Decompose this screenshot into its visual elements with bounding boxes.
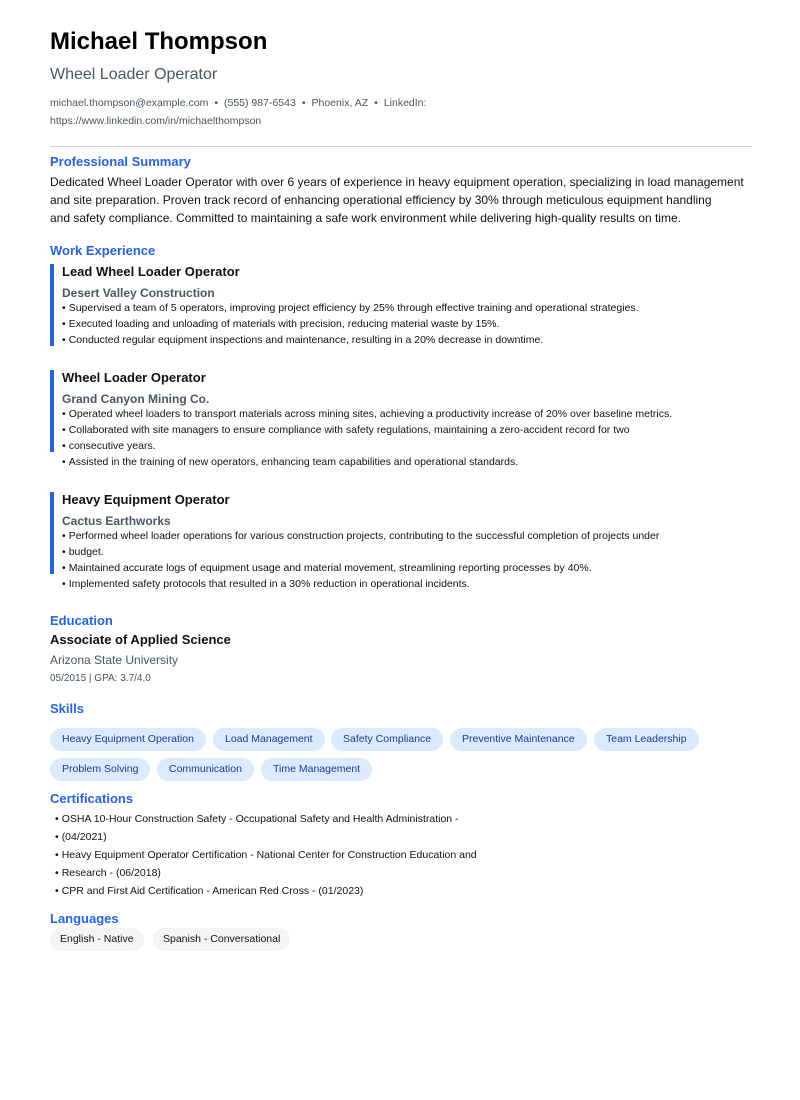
contact-separator: • [374,97,378,109]
skill-chip: Safety Compliance [331,728,443,751]
job-bullet: • Executed loading and unloading of materials with precision, reducing material waste by 15%. [62,316,752,332]
contact-separator: • [301,97,306,109]
section-heading-summary: Professional Summary [50,154,191,169]
contact-info [50,94,470,130]
certification-item: • Heavy Equipment Operator Certification - National Center for Construction Education and [55,846,555,864]
job-entry [50,264,752,354]
job-bullet: • Assisted in the training of new operators, enhancing team capabilities and operational standards. [62,454,752,470]
candidate-name: Michael Thompson [50,28,268,55]
skill-chip: Load Management [213,728,325,751]
job-accent-bar [50,370,54,452]
job-bullet: • budget. [62,544,752,560]
language-chip: Spanish - Conversational [153,928,290,951]
job-company: Grand Canyon Mining Co. [62,392,210,406]
skill-chip: Problem Solving [50,758,150,781]
section-heading-education: Education [50,613,113,628]
job-bullet: • Implemented safety protocols that resulted in a 30% reduction in operational incidents. [62,576,752,592]
certifications-list [55,810,555,900]
job-bullet: • Conducted regular equipment inspections and maintenance, resulting in a 20% decrease in downtime. [62,332,752,348]
skill-chip: Team Leadership [594,728,699,751]
job-bullet: • Performed wheel loader operations for various construction projects, contributing to the successful completion of projects under [62,528,752,544]
job-bullet: • Collaborated with site managers to ensure compliance with safety regulations, maintaining a zero-accident record for two [62,422,752,438]
certification-item: • (04/2021) [55,828,555,846]
job-bullet: • consecutive years. [62,438,752,454]
contact-separator: • [214,97,218,109]
skill-chip: Preventive Maintenance [450,728,587,751]
job-role: Wheel Loader Operator [62,370,206,385]
job-accent-bar [50,264,54,346]
job-bullet: • Maintained accurate logs of equipment usage and material movement, streamlining reporting processes by 40%. [62,560,752,576]
location: Phoenix, AZ [311,97,369,109]
job-company: Cactus Earthworks [62,514,171,528]
certification-item: • OSHA 10-Hour Construction Safety - Occupational Safety and Health Administration - [55,810,555,828]
summary-line: and site preparation. Proven track record of enhancing operational efficiency by 30% through meticulous equipment handling [50,193,712,207]
job-role: Heavy Equipment Operator [62,492,230,507]
language-chip: English - Native [50,928,144,951]
email-link[interactable]: michael.thompson@example.com [50,97,209,109]
summary-text [50,173,755,227]
job-entry [50,370,752,476]
job-bullet: • Operated wheel loaders to transport materials across mining sites, achieving a productivity increase of 20% over baseline metrics. [62,406,752,422]
phone-number: (555) 987-6543 [224,97,296,109]
skill-chip: Communication [157,758,254,781]
section-heading-languages: Languages [50,911,119,926]
summary-line: Dedicated Wheel Loader Operator with over 6 years of experience in heavy equipment operation, specializing in load management [50,175,744,189]
job-bullets [62,528,752,592]
skill-chip: Heavy Equipment Operation [50,728,206,751]
section-heading-skills: Skills [50,701,84,716]
candidate-title: Wheel Loader Operator [50,66,218,83]
certification-item: • CPR and First Aid Certification - American Red Cross - (01/2023) [55,882,555,900]
job-role: Lead Wheel Loader Operator [62,264,240,279]
job-accent-bar [50,492,54,574]
job-bullet: • Supervised a team of 5 operators, improving project efficiency by 25% through effective training and operational strategies. [62,300,752,316]
linkedin-label: LinkedIn: [383,97,427,109]
header-divider [50,146,752,147]
summary-line: and safety compliance. Committed to maintaining a safe work environment while delivering high-quality results on time. [50,211,681,225]
job-company: Desert Valley Construction [62,286,215,300]
education-degree: Associate of Applied Science [50,632,231,647]
certification-item: • Research - (06/2018) [55,864,555,882]
section-heading-experience: Work Experience [50,243,156,258]
job-bullets [62,300,752,348]
job-entry [50,492,752,598]
linkedin-link[interactable]: https://www.linkedin.com/in/michaelthompson [50,115,262,127]
section-heading-certifications: Certifications [50,791,134,806]
education-school: Arizona State University [50,653,179,667]
skill-chip: Time Management [261,758,372,781]
education-date-gpa: 05/2015 | GPA: 3.7/4.0 [50,673,151,684]
job-bullets [62,406,752,470]
